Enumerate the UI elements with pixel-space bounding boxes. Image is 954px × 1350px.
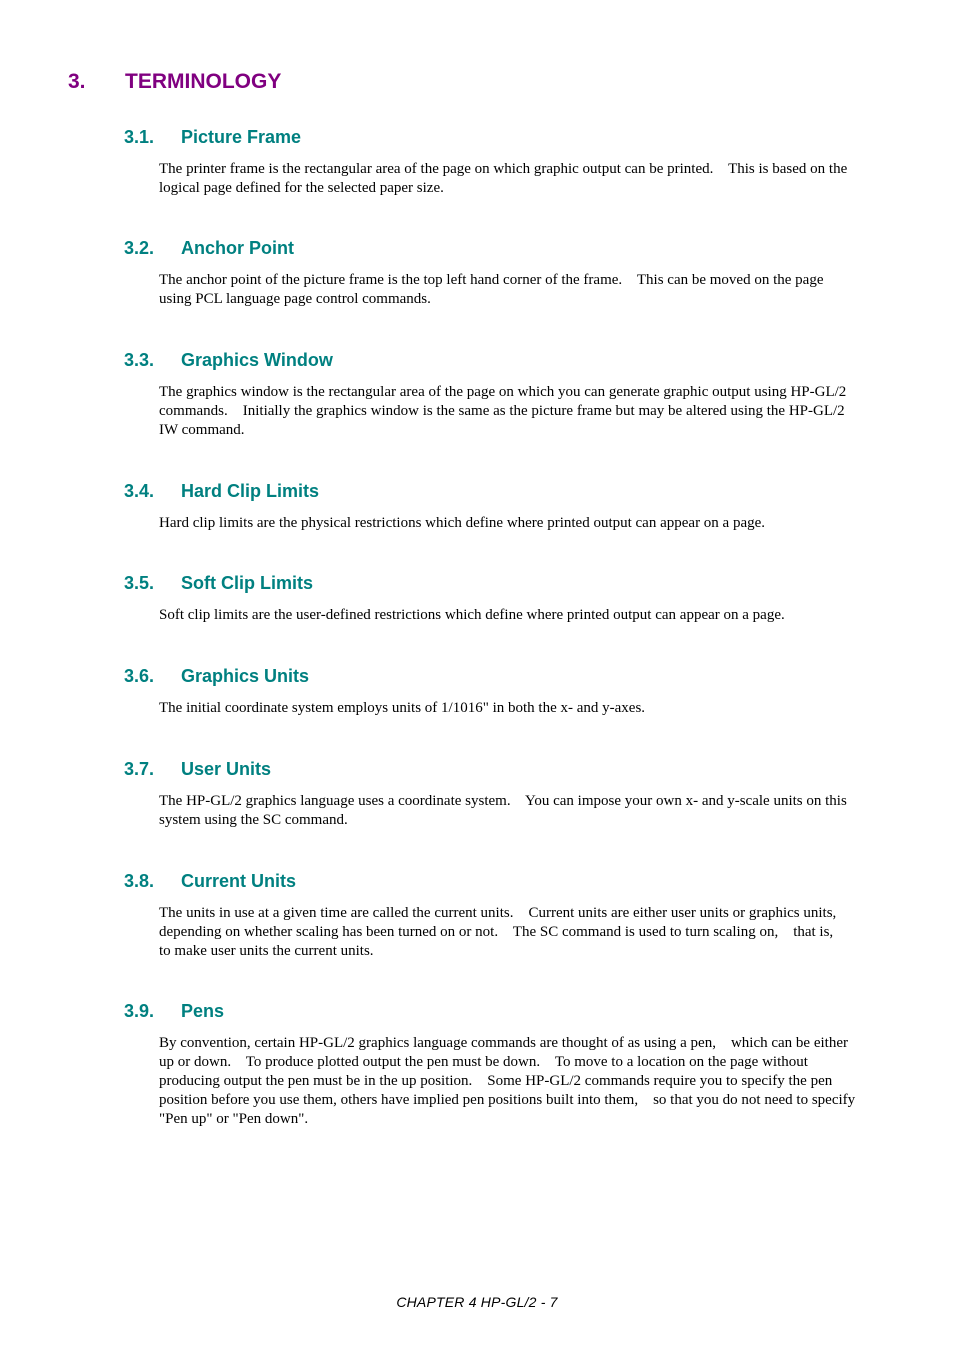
section-number: 3.6. [124, 666, 155, 686]
section-picture-frame [124, 126, 859, 198]
section-hard-clip-limits [124, 480, 859, 533]
chapter-number: 3. [68, 70, 86, 93]
section-heading [124, 1000, 859, 1022]
section-title: Soft Clip Limits [181, 573, 313, 593]
section-heading [124, 349, 859, 371]
section-heading [124, 237, 859, 259]
chapter-title: TERMINOLOGY [125, 70, 282, 93]
section-title: Graphics Units [181, 666, 310, 686]
section-current-units [124, 870, 859, 961]
section-body: By convention, certain HP-GL/2 graphics language commands are thought of as using a pen, which can be either up or down. To produce plotted output the pen must be down. To move to a location on the page without producing output the pen must be in the up position. Some HP-GL/2 commands require you to specify the pen position before you use them, others have implied pen positions built into them, so that you do not need to specify "Pen up" or "Pen down". [159, 1035, 859, 1127]
section-heading [124, 758, 859, 780]
section-number: 3.3. [124, 350, 155, 370]
section-body: The graphics window is the rectangular area of the page on which you can generate graphic output using HP-GL/2 commands. Initially the graphics window is the same as the picture frame but may be altered using the HP-GL/2 IW command. [159, 384, 851, 438]
section-pens [124, 1000, 859, 1129]
section-title: Hard Clip Limits [181, 481, 320, 501]
section-number: 3.8. [124, 871, 155, 891]
section-body: The units in use at a given time are called the current units. Current units are either user units or graphics units, depending on whether scaling has been turned on or not. The SC command is used to turn scaling on, that is, to make user units the current units. [159, 905, 852, 959]
section-number: 3.9. [124, 1001, 155, 1021]
section-body: The anchor point of the picture frame is the top left hand corner of the frame. This can be moved on the page using PCL language page control commands. [159, 272, 828, 307]
section-body: The HP-GL/2 graphics language uses a coordinate system. You can impose your own x- and y-scale units on this system using the SC command. [159, 793, 851, 828]
section-title: Picture Frame [181, 127, 302, 147]
section-body: Hard clip limits are the physical restrictions which define where printed output can appear on a page. [159, 515, 766, 531]
section-heading [124, 126, 859, 148]
section-graphics-units [124, 665, 859, 718]
section-anchor-point [124, 237, 859, 309]
chapter-heading [68, 70, 281, 94]
section-heading [124, 572, 859, 594]
section-heading [124, 480, 859, 502]
section-number: 3.2. [124, 238, 155, 258]
section-body: The initial coordinate system employs units of 1/1016" in both the x- and y-axes. [159, 700, 646, 716]
section-heading [124, 665, 859, 687]
section-title: Current Units [181, 871, 297, 891]
section-number: 3.1. [124, 127, 155, 147]
section-user-units [124, 758, 859, 830]
section-graphics-window [124, 349, 859, 440]
section-title: Anchor Point [181, 238, 294, 258]
section-title: Graphics Window [181, 350, 333, 370]
section-body: The printer frame is the rectangular area of the page on which graphic output can be printed. This is based on the logical page defined for the selected paper size. [159, 161, 851, 196]
page-footer: CHAPTER 4 HP-GL/2 - 7 [396, 1294, 558, 1310]
section-number: 3.5. [124, 573, 155, 593]
section-soft-clip-limits [124, 572, 859, 625]
section-number: 3.4. [124, 481, 155, 501]
section-title: User Units [181, 759, 272, 779]
section-title: Pens [181, 1001, 225, 1021]
section-body: Soft clip limits are the user-defined restrictions which define where printed output can appear on a page. [159, 607, 785, 623]
section-number: 3.7. [124, 759, 155, 779]
section-heading [124, 870, 859, 892]
